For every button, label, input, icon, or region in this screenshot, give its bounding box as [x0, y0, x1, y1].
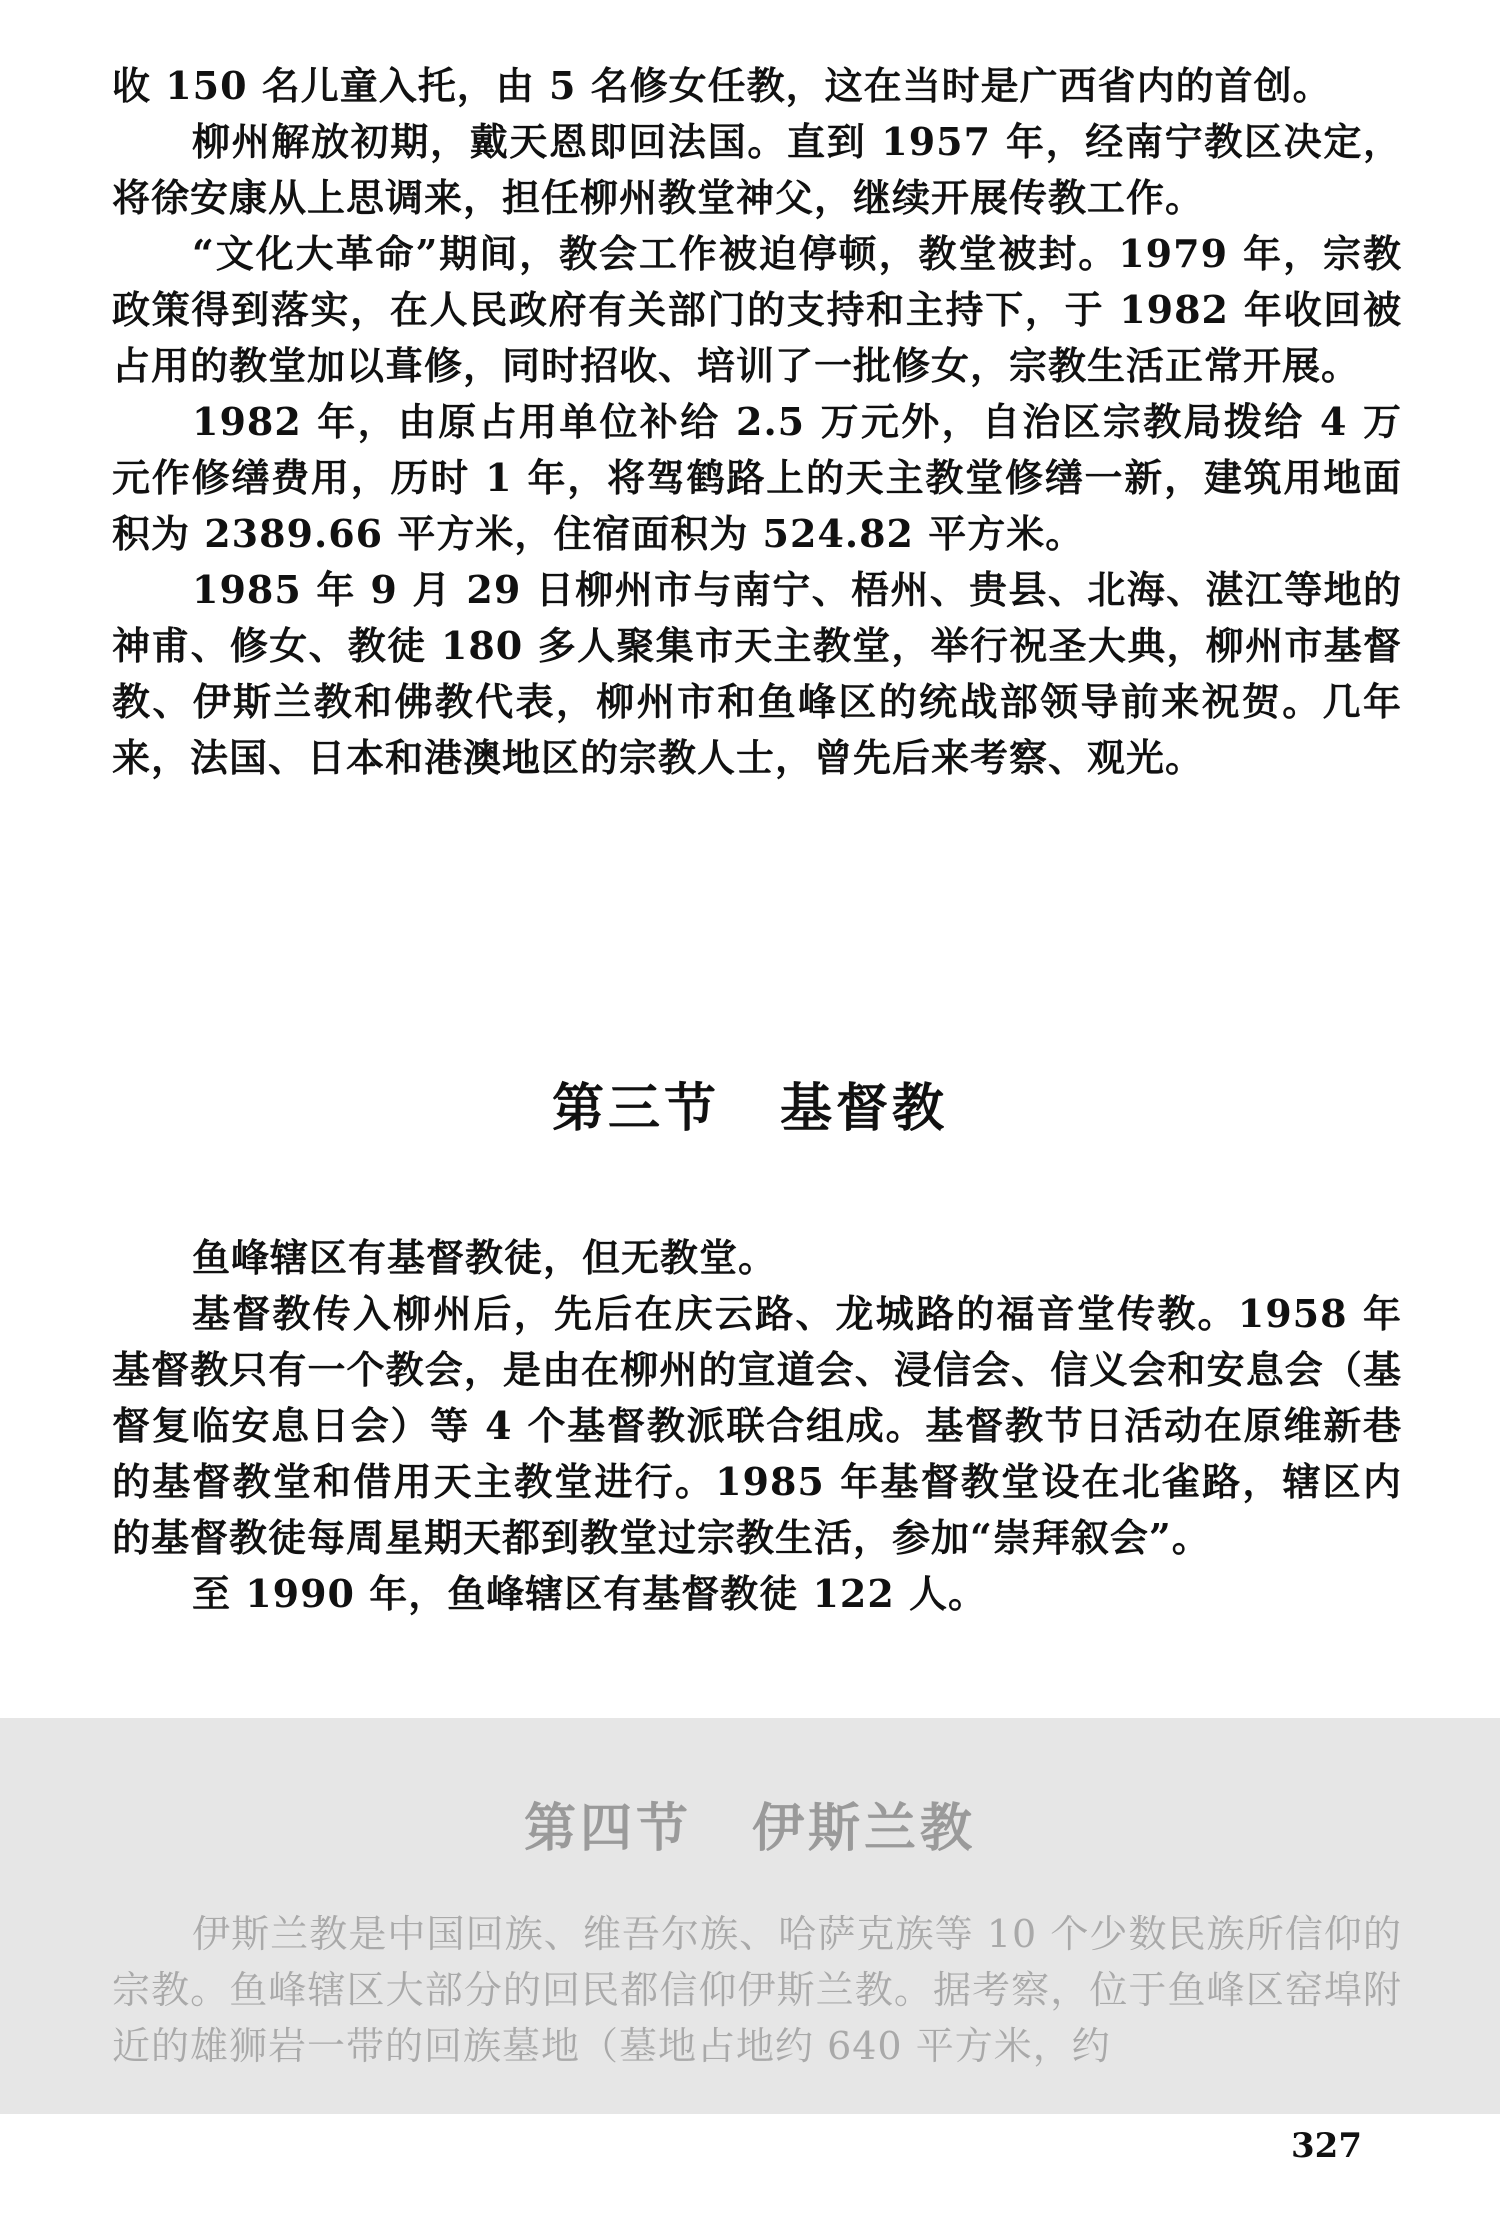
page-number: 327 — [1291, 2126, 1362, 2166]
paragraph: 1982 年，由原占用单位补给 2.5 万元外，自治区宗教局拨给 4 万元作修缮费用，历时 1 年，将驾鹤路上的天主教堂修缮一新，建筑用地面积为 2389.66 平方米，住宿面积为 524.82 平方米。 — [112, 399, 1402, 556]
paragraph: 1985 年 9 月 29 日柳州市与南宁、梧州、贵县、北海、湛江等地的神甫、修女、教徒 180 多人聚集市天主教堂，举行祝圣大典，柳州市基督教、伊斯兰教和佛教代表，柳州市和鱼峰区的统战部领导前来祝贺。几年来，法国、日本和港澳地区的宗教人士，曾先后来考察、观光。 — [112, 567, 1402, 780]
section-3-title: 基督教 — [780, 1079, 949, 1139]
paragraph: 至 1990 年，鱼峰辖区有基督教徒 122 人。 — [192, 1571, 988, 1616]
section-4-number: 第四节 — [523, 1799, 692, 1859]
section-4-body — [112, 1906, 1402, 2074]
paragraph: 伊斯兰教是中国回族、维吾尔族、哈萨克族等 10 个少数民族所信仰的宗教。鱼峰辖区大部分的回民都信仰伊斯兰教。据考察，位于鱼峰区窑埠附近的雄狮岩一带的回族墓地（墓地占地约 640 平方米，约 — [112, 1912, 1402, 2068]
section-2-continuation — [112, 58, 1402, 786]
section-4-title: 伊斯兰教 — [752, 1799, 977, 1859]
paragraph: 基督教传入柳州后，先后在庆云路、龙城路的福音堂传教。1958 年基督教只有一个教会，是由在柳州的宣道会、浸信会、信义会和安息会（基督复临安息日会）等 4 个基督教派联合组成。基督教节日活动在原维新巷的基督教堂和借用天主教堂进行。1985 年基督教堂设在北雀路，辖区内的基督教徒每周星期天都到教堂过宗教生活，参加“崇拜叙会”。 — [112, 1291, 1402, 1560]
section-3-heading — [0, 1066, 1500, 1141]
section-4-heading — [0, 1786, 1500, 1861]
section-3-body — [112, 1230, 1402, 1622]
section-3-number: 第三节 — [551, 1079, 720, 1139]
paragraph: 收 150 名儿童入托，由 5 名修女任教，这在当时是广西省内的首创。 — [112, 63, 1332, 108]
paragraph: “文化大革命”期间，教会工作被迫停顿，教堂被封。1979 年，宗教政策得到落实，在人民政府有关部门的支持和主持下，于 1982 年收回被占用的教堂加以葺修，同时招收、培训了一批修女，宗教生活正常开展。 — [112, 231, 1402, 388]
paragraph: 柳州解放初期，戴天恩即回法国。直到 1957 年，经南宁教区决定，将徐安康从上思调来，担任柳州教堂神父，继续开展传教工作。 — [112, 119, 1402, 220]
paragraph: 鱼峰辖区有基督教徒，但无教堂。 — [192, 1235, 778, 1280]
